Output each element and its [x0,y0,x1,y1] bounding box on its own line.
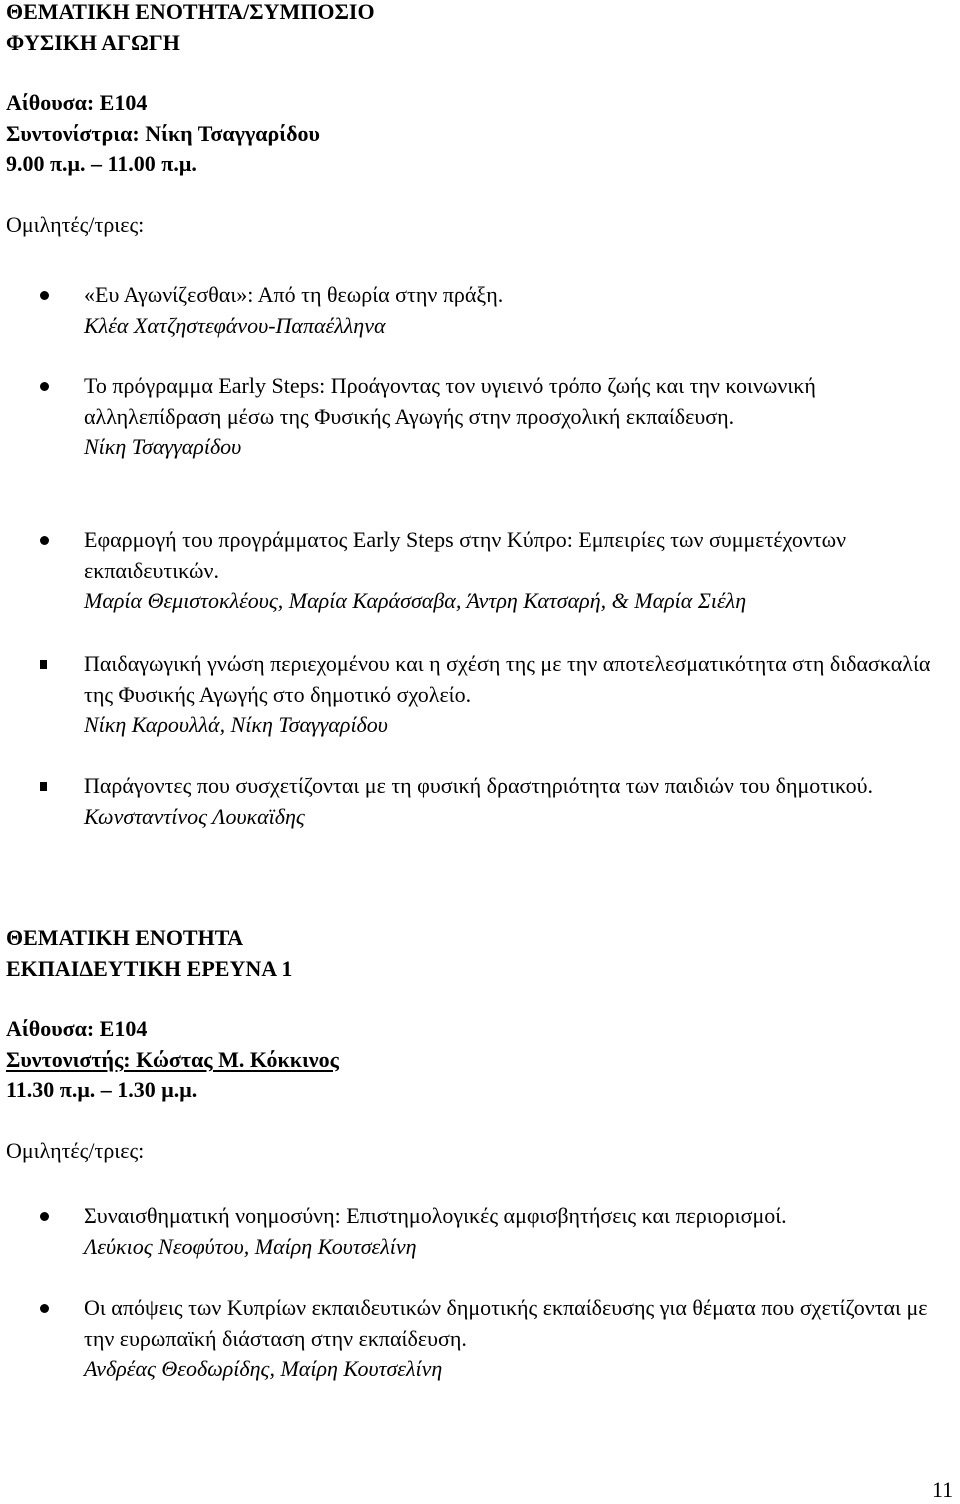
talk-authors: Νίκη Τσαγγαρίδου [84,434,242,459]
section1-time: 9.00 π.μ. – 11.00 π.μ. [6,151,197,176]
talk-item [84,280,944,341]
page-number: 11 [932,1477,954,1502]
talk-title: Παιδαγωγική γνώση περιεχομένου και η σχέση της με την αποτελεσματικότητα στη διδασκαλία της Φυσικής Αγωγής στο δημοτικό σχολείο. [84,651,931,707]
talk-item [84,371,944,463]
square-bullet-icon [40,649,47,680]
section2-time: 11.30 π.μ. – 1.30 μ.μ. [6,1077,198,1102]
bullet-icon [40,371,49,402]
talk-authors: Νίκη Καρουλλά, Νίκη Τσαγγαρίδου [84,712,388,737]
talk-item [84,1293,944,1385]
talk-item [84,771,944,832]
section2-heading-line2: ΕΚΠΑΙΔΕΥΤΙΚΗ ΕΡΕΥΝΑ 1 [6,956,293,981]
bullet-icon [40,1201,49,1232]
talk-authors: Ανδρέας Θεοδωρίδης, Μαίρη Κουτσελίνη [84,1356,443,1381]
section1-room: Αίθουσα: Ε104 [6,90,148,115]
bullet-icon [40,1293,49,1324]
talk-authors: Λεύκιος Νεοφύτου, Μαίρη Κουτσελίνη [84,1233,417,1259]
section2-coordinator: Συντονιστής: Κώστας Μ. Κόκκινος [6,1047,339,1072]
talk-authors: Κλέα Χατζηστεφάνου-Παπαέλληνα [84,312,386,338]
talk-title: «Ευ Αγωνίζεσθαι»: Από τη θεωρία στην πράξη. [84,282,504,307]
talk-title: Παράγοντες που συσχετίζονται με τη φυσική δραστηριότητα των παιδιών του δημοτικού. [84,773,873,798]
section1-speakers-label: Ομιλητές/τριες: [6,212,145,237]
talk-title: Το πρόγραμμα Early Steps: Προάγοντας τον υγιεινό τρόπο ζωής και την κοινωνική αλληλεπίδραση μέσω της Φυσικής Αγωγής στην προσχολική εκπαίδευση. [84,373,816,429]
talk-authors: Μαρία Θεμιστοκλέους, Μαρία Καράσσαβα, Άντρη Κατσαρή, & Μαρία Σιέλη [84,588,747,613]
talk-item [84,525,944,617]
talk-authors: Κωνσταντίνος Λουκαϊδης [84,803,305,829]
section1-coordinator: Συντονίστρια: Νίκη Τσαγγαρίδου [6,121,320,146]
bullet-icon [40,280,49,311]
talk-title: Συναισθηματική νοημοσύνη: Επιστημολογικές αμφισβητήσεις και περιορισμοί. [84,1203,787,1228]
bullet-icon [40,525,49,556]
section2-speakers-label: Ομιλητές/τριες: [6,1138,145,1163]
section2-room: Αίθουσα: Ε104 [6,1016,148,1041]
section1-heading-line2: ΦΥΣΙΚΗ ΑΓΩΓΗ [6,30,180,55]
section2-heading-line1: ΘΕΜΑΤΙΚΗ ΕΝΟΤΗΤΑ [6,925,244,950]
talk-item [84,649,944,741]
section1-heading-line1: ΘΕΜΑΤΙΚΗ ΕΝΟΤΗΤΑ/ΣΥΜΠΟΣΙΟ [6,0,375,24]
square-bullet-icon [40,771,47,802]
talk-item [84,1201,944,1262]
talk-title: Οι απόψεις των Κυπρίων εκπαιδευτικών δημοτικής εκπαίδευσης για θέματα που σχετίζονται με την ευρωπαϊκή διάσταση στην εκπαίδευση. [84,1295,928,1351]
talk-title: Εφαρμογή του προγράμματος Early Steps στην Κύπρο: Εμπειρίες των συμμετέχοντων εκπαιδευτικών. [84,527,847,583]
